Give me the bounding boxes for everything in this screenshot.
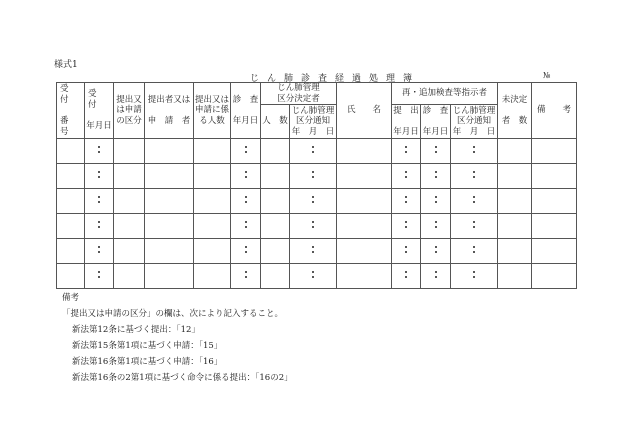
table-cell[interactable] — [145, 239, 194, 264]
record-table — [56, 82, 577, 289]
date-separator-mark — [245, 168, 247, 181]
note-item: 新法第15条第1項に基づく申請：「15」 — [72, 341, 223, 351]
table-cell[interactable] — [231, 139, 261, 164]
date-separator-mark — [405, 143, 407, 156]
date-separator-mark — [473, 193, 475, 206]
table-cell[interactable] — [337, 164, 392, 189]
header-reexam-group: 再・追加検査等指示者 — [392, 83, 498, 105]
form-id: 様式1 — [54, 60, 78, 70]
table-cell[interactable] — [451, 264, 498, 289]
table-cell[interactable] — [392, 164, 421, 189]
table-row — [57, 139, 577, 164]
table-cell[interactable] — [85, 264, 114, 289]
table-cell[interactable] — [498, 189, 532, 214]
table-row — [57, 264, 577, 289]
table-cell[interactable] — [85, 239, 114, 264]
note-item: 新法第16条第1項に基づく申請：「16」 — [72, 357, 223, 367]
table-cell[interactable] — [57, 239, 85, 264]
notes — [62, 290, 293, 386]
table-row — [57, 214, 577, 239]
table-cell[interactable] — [145, 139, 194, 164]
table-cell[interactable] — [231, 239, 261, 264]
table-row — [57, 189, 577, 214]
table-cell[interactable] — [57, 139, 85, 164]
table-cell[interactable] — [114, 139, 145, 164]
table-cell[interactable] — [261, 189, 290, 214]
date-separator-mark — [98, 193, 100, 206]
table-cell[interactable] — [451, 139, 498, 164]
table-cell[interactable] — [145, 189, 194, 214]
date-separator-mark — [245, 243, 247, 256]
date-separator-mark — [405, 168, 407, 181]
table-cell[interactable] — [114, 164, 145, 189]
date-separator-mark — [435, 268, 437, 281]
header-submit-date: 提 出 年月日 — [393, 105, 419, 138]
date-separator-mark — [405, 193, 407, 206]
table-cell[interactable] — [290, 239, 337, 264]
number-label: № — [543, 71, 551, 80]
table-cell[interactable] — [194, 139, 231, 164]
date-separator-mark — [435, 193, 437, 206]
note-item: 新法第12条に基づく提出：「12」 — [72, 325, 200, 335]
date-separator-mark — [435, 168, 437, 181]
table-cell[interactable] — [194, 214, 231, 239]
date-separator-mark — [245, 218, 247, 231]
table-cell[interactable] — [114, 239, 145, 264]
table-cell[interactable] — [145, 264, 194, 289]
table-cell[interactable] — [498, 239, 532, 264]
header-name: 氏 名 — [337, 83, 392, 139]
date-separator-mark — [435, 143, 437, 156]
date-separator-mark — [98, 218, 100, 231]
table-cell[interactable] — [194, 189, 231, 214]
date-separator-mark — [98, 143, 100, 156]
date-separator-mark — [312, 218, 314, 231]
header-remarks: 備 考 — [532, 83, 577, 139]
table-cell[interactable] — [85, 139, 114, 164]
header-category: 提出又は申請の区分 — [114, 83, 145, 139]
table-cell[interactable] — [194, 164, 231, 189]
table-cell[interactable] — [231, 214, 261, 239]
table-cell[interactable] — [337, 264, 392, 289]
table-cell[interactable] — [421, 214, 451, 239]
table-cell[interactable] — [392, 239, 421, 264]
table-cell[interactable] — [114, 214, 145, 239]
table-cell[interactable] — [392, 264, 421, 289]
date-separator-mark — [312, 193, 314, 206]
date-separator-mark — [405, 243, 407, 256]
date-separator-mark — [245, 268, 247, 281]
header-applicant: 提出者又は 申 請 者 — [145, 83, 194, 139]
date-separator-mark — [245, 193, 247, 206]
date-separator-mark — [473, 168, 475, 181]
date-separator-mark — [473, 143, 475, 156]
date-separator-mark — [473, 268, 475, 281]
table-cell[interactable] — [145, 214, 194, 239]
date-separator-mark — [98, 168, 100, 181]
table-cell[interactable] — [532, 239, 577, 264]
table-cell[interactable] — [498, 214, 532, 239]
table-cell[interactable] — [290, 214, 337, 239]
date-separator-mark — [312, 143, 314, 156]
table-cell[interactable] — [261, 239, 290, 264]
table-cell[interactable] — [421, 189, 451, 214]
table-cell[interactable] — [290, 189, 337, 214]
date-separator-mark — [405, 218, 407, 231]
table-cell[interactable] — [337, 214, 392, 239]
header-decided-group: じん肺管理区分決定者 — [261, 83, 337, 105]
header-undecided: 未決定 者 数 — [498, 83, 532, 139]
table-cell[interactable] — [498, 164, 532, 189]
header-decided-notice: じん肺管理 区分通知 年 月 日 — [290, 105, 337, 139]
table-cell[interactable] — [498, 264, 532, 289]
table-row — [57, 239, 577, 264]
header-exam-date: 診 査 年月日 — [231, 83, 261, 139]
table-cell[interactable] — [392, 214, 421, 239]
table-cell[interactable] — [114, 189, 145, 214]
date-separator-mark — [98, 243, 100, 256]
table-cell[interactable] — [231, 189, 261, 214]
table-cell[interactable] — [392, 189, 421, 214]
table-cell[interactable] — [231, 264, 261, 289]
table-cell[interactable] — [57, 264, 85, 289]
table-cell[interactable] — [114, 264, 145, 289]
date-separator-mark — [405, 268, 407, 281]
notes-intro: 「提出又は申請の区分」の欄は、次により記入すること。 — [62, 309, 284, 319]
table-cell[interactable] — [532, 139, 577, 164]
table-cell[interactable] — [261, 214, 290, 239]
date-separator-mark — [435, 243, 437, 256]
table-cell[interactable] — [290, 264, 337, 289]
table-cell[interactable] — [451, 189, 498, 214]
table-cell[interactable] — [532, 214, 577, 239]
date-separator-mark — [435, 218, 437, 231]
document-title: じん肺診査経過処理簿 — [250, 74, 421, 84]
header-persons: 提出又は申請に係る人数 — [194, 83, 231, 139]
table-cell[interactable] — [532, 264, 577, 289]
table-cell[interactable] — [85, 189, 114, 214]
table-cell[interactable] — [421, 239, 451, 264]
notes-heading: 備考 — [62, 293, 80, 303]
table-cell[interactable] — [145, 164, 194, 189]
table-cell[interactable] — [532, 189, 577, 214]
table-cell[interactable] — [194, 239, 231, 264]
table-cell[interactable] — [85, 214, 114, 239]
header-reexam-date: 診 査 年月日 — [421, 105, 451, 139]
table-row — [57, 164, 577, 189]
table-cell[interactable] — [498, 139, 532, 164]
table-cell[interactable] — [451, 164, 498, 189]
header-receipt-date: 受 付 年月日 — [85, 83, 114, 139]
date-separator-mark — [98, 268, 100, 281]
date-separator-mark — [473, 218, 475, 231]
table-cell[interactable] — [261, 139, 290, 164]
header-reexam-notice: じん肺管理 区分通知 年 月 日 — [451, 105, 498, 139]
table-cell[interactable] — [231, 164, 261, 189]
table-cell[interactable] — [194, 264, 231, 289]
table-cell[interactable] — [57, 189, 85, 214]
header-decided-count: 人 数 — [261, 105, 290, 139]
table-cell[interactable] — [532, 164, 577, 189]
table-cell[interactable] — [85, 164, 114, 189]
date-separator-mark — [473, 243, 475, 256]
table-cell[interactable] — [57, 214, 85, 239]
table-cell[interactable] — [337, 189, 392, 214]
table-cell[interactable] — [337, 239, 392, 264]
date-separator-mark — [312, 243, 314, 256]
table-cell[interactable] — [337, 139, 392, 164]
date-separator-mark — [245, 143, 247, 156]
table-cell[interactable] — [451, 239, 498, 264]
table-cell[interactable] — [421, 264, 451, 289]
table-cell[interactable] — [421, 139, 451, 164]
header-receipt-no: 受 付 番 号 — [57, 83, 85, 139]
date-separator-mark — [312, 168, 314, 181]
note-item: 新法第16条の2第1項に基づく命令に係る提出：「16の2」 — [72, 373, 293, 383]
date-separator-mark — [312, 268, 314, 281]
table-cell[interactable] — [421, 164, 451, 189]
table-cell[interactable] — [451, 214, 498, 239]
table-cell[interactable] — [261, 264, 290, 289]
table-cell[interactable] — [392, 139, 421, 164]
table-cell[interactable] — [261, 164, 290, 189]
table-cell[interactable] — [290, 164, 337, 189]
table-cell[interactable] — [57, 164, 85, 189]
table-cell[interactable] — [290, 139, 337, 164]
